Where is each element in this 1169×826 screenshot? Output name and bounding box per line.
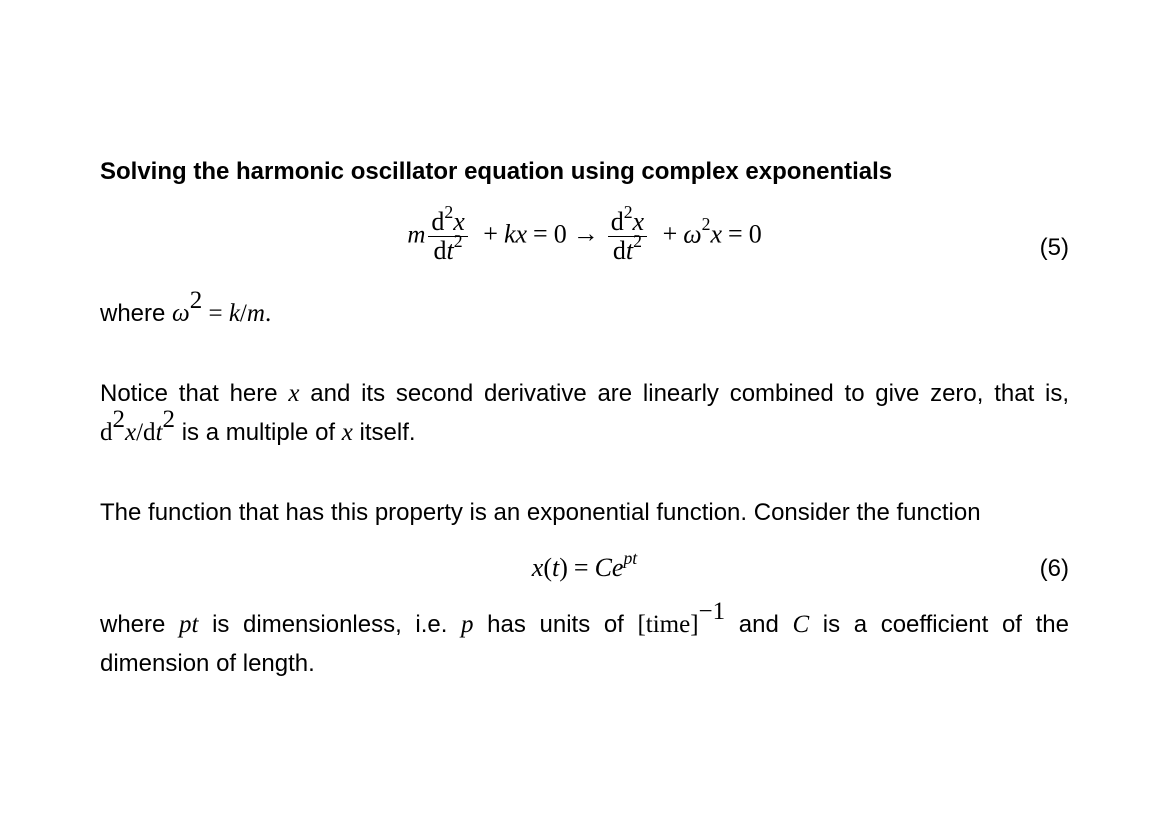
- section-heading: Solving the harmonic oscillator equation using complex exponentials: [100, 158, 893, 185]
- equation-5: m $\frac{d^2x}{dt^2}$ + kx = 0 → $\frac{d^2x}{dt^2}$ + $\omega^2x = 0$ (5): [407, 201, 1069, 265]
- paragraph-dimensions: where pt is dimensionless, i.e. p has units of [time]$^{-1}$ and C is a coefficient of the dimension of length.: [100, 598, 1069, 677]
- paragraph-exponential: The function that has this property is an exponential function. Consider the function: [100, 499, 981, 526]
- fraction: $\frac{d^2x}{dt^2}$: [428, 208, 467, 265]
- omega-definition: where $\omega^2 = k/m$.: [100, 287, 272, 327]
- fraction: $\frac{d^2x}{dt^2}$: [608, 208, 647, 265]
- equation-6: $x(t) = Ce^{pt}$ (6): [531, 547, 1069, 582]
- equation-number: (6): [1039, 555, 1069, 582]
- document-page: [100, 0, 1069, 826]
- equation-number: (5): [1039, 234, 1069, 261]
- paragraph-derivative: Notice that here x and its second derivative are linearly combined to give zero, that is, $d^2x/dt^2$ is a multiple of x itself.: [100, 380, 1069, 446]
